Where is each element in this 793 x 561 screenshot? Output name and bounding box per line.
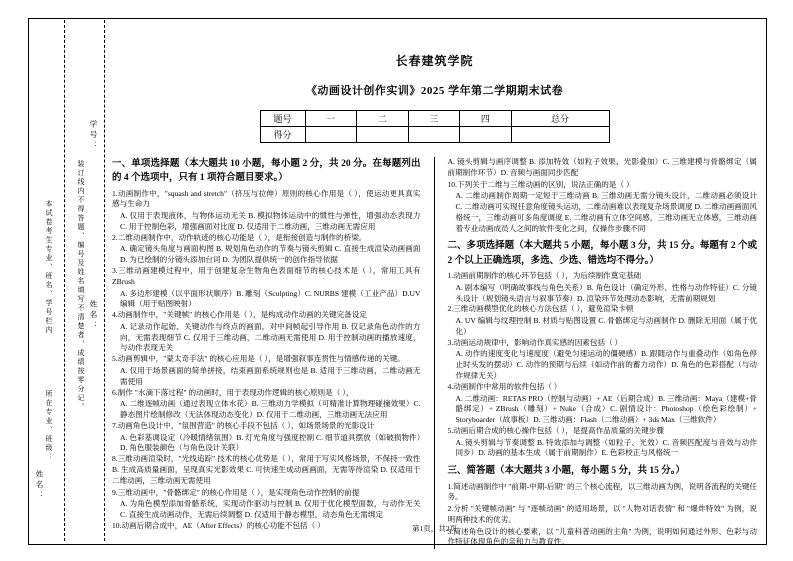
score-value-1[interactable] <box>305 127 357 143</box>
score-cell-4: 四 <box>460 111 512 127</box>
seal-note-fill-in: 装订线内不得答题、编号及姓名填写不清楚者，成绩按零分记。 <box>77 160 85 412</box>
score-value-4[interactable] <box>460 127 512 143</box>
score-table <box>260 110 610 143</box>
question-item: 2.二维动画制作中，动作轨迹的核心功能是（ ），是衔接创造与制作的桥梁。 <box>112 232 367 242</box>
score-value-3[interactable] <box>408 127 460 143</box>
score-cell-2: 二 <box>357 111 409 127</box>
question-item: 10.下列关于二维与三维动画的区别，说法正确的是（ ） <box>447 179 634 189</box>
question-item: 4.动画制作中常用的软件包括（ ） <box>447 381 562 391</box>
seal-label-student-id: 学号： <box>89 120 98 152</box>
question-options: A. 剧本编写（明确故事线与角色关系）B. 角色设计（确定外形、性格与动作特征）C. 分镜头设计（规划镜头语言与叙事节奏）D. 渲染环节处理动态影响，无需前期规划 <box>455 282 757 303</box>
left-column <box>112 157 435 549</box>
score-cell-1: 一 <box>305 111 357 127</box>
section-heading-multi-choice: 二、多项选择题（本大题共 5 小题，每小题 3 分，共 15 分。每题有 2 个或 2 个以上正确选项，多选、少选、错选均不得分。） <box>447 241 757 266</box>
question-item: 2.三维动画模型优化的核心方法包括（ ），避免渲染卡顿 <box>447 304 634 314</box>
question-item: 5.动画后期合成的核心操作包括（ ），是提高作品质量的关键步骤 <box>447 425 664 435</box>
question-options: A. 记录动作起始、关键动作与终点的画面，对中间帧起引导作用 B. 仅记录角色动作的方向，无需表现细节 C. 仅用于三维动画，二维动画无需使用 D. 用于控制动画的播放速度，与动作表现无关 <box>120 321 421 353</box>
question-item: 5.动画剪辑中，"蒙太奇手法" 的核心应用是（ ），是增强叙事连贯性与情感传递的关键。 <box>112 354 405 364</box>
exam-content <box>112 26 757 547</box>
seal-label-name: 姓名： <box>89 300 98 332</box>
question-item: 7.动画角色设计中，"氛围营造" 的核心手段不包括（ ），如场景场景的光影设计 <box>112 420 375 430</box>
question-item: 3.简述角色设计的核心要素，以 "儿童科普动画的主角" 为例，说明如何通过外形、色彩与动作特征体现角色的亲和力与教育性。 <box>447 526 757 547</box>
question-options: A. 仅用于表现液体，与物体运动无关 B. 模拟物体运动中的惯性与弹性，增强动态表现力 C. 用于控制色彩，增强画面对比度 D. 仅适用于二维动画，三维动画无需应用 <box>120 211 421 231</box>
question-options: A. 多边形建模（以平面形状顺序）B. 雕刻（Sculpting）C. NURBS 建模（工业产品）D.UV 编辑（用于贴图映射） <box>120 288 421 309</box>
right-column <box>435 157 758 549</box>
question-item: 6.制作 "水滴下落过程" 的动画时，用于表现动作逻辑的核心原则是（ ）， <box>112 387 354 397</box>
question-item: 2.分析 "关键帧动画" 与 "逐帧动画" 的适用场景，以 "人物对话表情" 和 "爆炸特效" 为例，说明两种技术的优劣。 <box>447 504 757 524</box>
seal-dashed-line-1 <box>104 20 105 541</box>
question-options: A. 二维逐帧动画（通过表现立体水花）B. 三维动力学模拟（可精准计算物理碰撞效果）C. 静态图片绘制修改（无法体现动态变化）D. 仅用于二维动画，三维动画无法应用 <box>120 399 421 420</box>
question-options: A. 为角色模型添加骨骼系统，实现动作驱动与控制 B. 仅用于优化模型面数，与动作无关 C. 直接生成动画动作，无需后续调整 D. 仅适用于静态模型，动态角色无需绑定 <box>120 499 421 520</box>
question-item: 1.动画制作中，"squash and stretch"（挤压与拉伸）原则的核心作用是（ ），使运动更具真实感与生命力 <box>112 188 421 209</box>
question-item: 1.动画前期制作的核心环节包括（ ），为后续制作奠定基础 <box>447 270 642 280</box>
question-item: 4.动画制作中，"关键帧" 的核心作用是（ ），是构成动作动画的关键完备设定 <box>112 310 367 320</box>
question-item: 8.三维动画渲染时，"光线追踪" 技术的核心优势是（ ），常用于写实风格场景，不保持一致性 B. 生成高质量画面，呈现真实光影效果 C. 可快速生成动画画面，无需等待渲染 D. 仅适用于二维动画，三维动画无需使用 <box>112 454 421 485</box>
question-options: A. 二维动画：RETAS PRO（控制与动画）+ AE（后期合成）B. 三维动画：Maya（建模+骨骼绑定）+ ZBrush（雕刻）+ Nuke（合成）C. 剧情设计：Photoshop（绘色彩绘制）+ Storyboarder（故事板）D. 三维动画：Flash（二维动画）+ 3ds Max（三维软件） <box>455 393 757 425</box>
question-options: A. 动作的速度变化与速度度（避免匀速运动的僵硬感）B. 跟随动作与重叠动作（如角色停止时头发的摆动）C. 动作的预期与后续（如动作前的蓄力动作）D. 角色的色彩搭配（与动作规律无关） <box>455 349 757 380</box>
question-options: A. 镜头剪辑与画序调整 B. 添加特效（如粒子效果、光影叠加）C. 三维建模与骨骼绑定（属前期制作环节）D. 音频与画面同步匹配 <box>447 157 757 177</box>
question-options: A. 色彩基调设定（冷暖情绪氛围）B. 灯光角度与强度控制 C. 细节道具摆放（如破损物件）D. 角色服装颜色（与角色设计关联） <box>120 432 421 453</box>
question-options: A. 镜头剪辑与节奏调整 B. 特效添加与调整（如粒子、光效）C. 音频匹配度与音效与动作同步）D. 动画的基本生成（属于前期制作）E. 色彩校正与风格统一 <box>455 437 757 458</box>
question-item: 10.动画后期合成中，AE（After Effects）的核心功能不包括（ ） <box>112 520 325 530</box>
score-cell-total: 总分 <box>511 111 609 127</box>
score-cell-3: 三 <box>408 111 460 127</box>
school-name: 长春建筑学院 <box>395 54 474 68</box>
score-value-total[interactable] <box>511 127 609 143</box>
question-options: A. 二维动画制作周期一定短于三维动画 B. 三维动画无需分镜头设计，二维动画必须设计 C. 二维动画可实现任意角度镜头运动，二维动画难以表现复杂场景调度 D. 二维动画画面风格统一，三维动画可多角度调度 E. 二维动画有立体空间感，三维动画无立体感，三维动画着专业动画成员人之间的软件变化之间，仅操作步骤不同 <box>455 191 757 233</box>
score-table-value-row <box>260 127 609 143</box>
page-footer: 第1页，共2页 <box>412 524 457 533</box>
seal-label-major-class: 所在专业、班级： <box>45 390 53 462</box>
question-options: A. 仅用于场景画面的简单拼接，结束画面系统规则也是 B. 适用于三维动画，二维动画无需使用 <box>120 366 421 386</box>
question-item: 3.三维动画建模过程中，用于创建复杂生物角色表面细节的核心技术是（ ），常用工具有 ZBrush <box>112 265 421 286</box>
seal-label-signature: 姓名： <box>35 470 44 502</box>
question-options: A. 确定镜头角度与画面构图 B. 规划角色动作的节奏与镜头剪辑 C. 直接生成渲染动画画面 D. 为已绘制的分镜头添加台词 D. 为团队提供统一的创作指导依据 <box>120 244 421 265</box>
exam-title: 《动画设计创作实训》2025 学年第二学期期末试卷 <box>305 85 564 97</box>
question-item: 1.简述动画制作中 "前期-中期-后期" 的三个核心流程，以三维动画为例，说明各流程的关键任务。 <box>447 481 757 502</box>
two-column-body <box>112 157 757 549</box>
seal-note-major: 本试卷考生专业、班名、学号栏内 <box>45 200 53 335</box>
seal-dashed-line-2 <box>64 20 65 541</box>
section-heading-short-answer: 三、简答题（本大题共 3 小题，每小题 5 分，共 15 分。） <box>447 466 686 477</box>
score-table-row-label-score: 得分 <box>260 127 305 143</box>
score-value-2[interactable] <box>357 127 409 143</box>
question-options: A. UV 编辑与纹理控制 B. 材质与贴图设置 C. 骨骼绑定与动画制作 D. 删除无用面（属于优化） <box>455 316 757 336</box>
section-heading-single-choice: 一、单项选择题（本大题共 10 小题，每小题 2 分，共 20 分。在每题列出的 4 个选项中，只有 1 项符合题目要求。） <box>112 159 421 184</box>
question-item: 3.动画运动规律中，影响动作真实感的因素包括（ ） <box>447 337 623 347</box>
score-table-row-label-number: 题号 <box>260 111 305 127</box>
score-table-header-row <box>260 111 609 127</box>
question-item: 9.三维动画中，"骨骼绑定" 的核心作用是（ ），是实现角色动作控制的前提 <box>112 487 360 497</box>
